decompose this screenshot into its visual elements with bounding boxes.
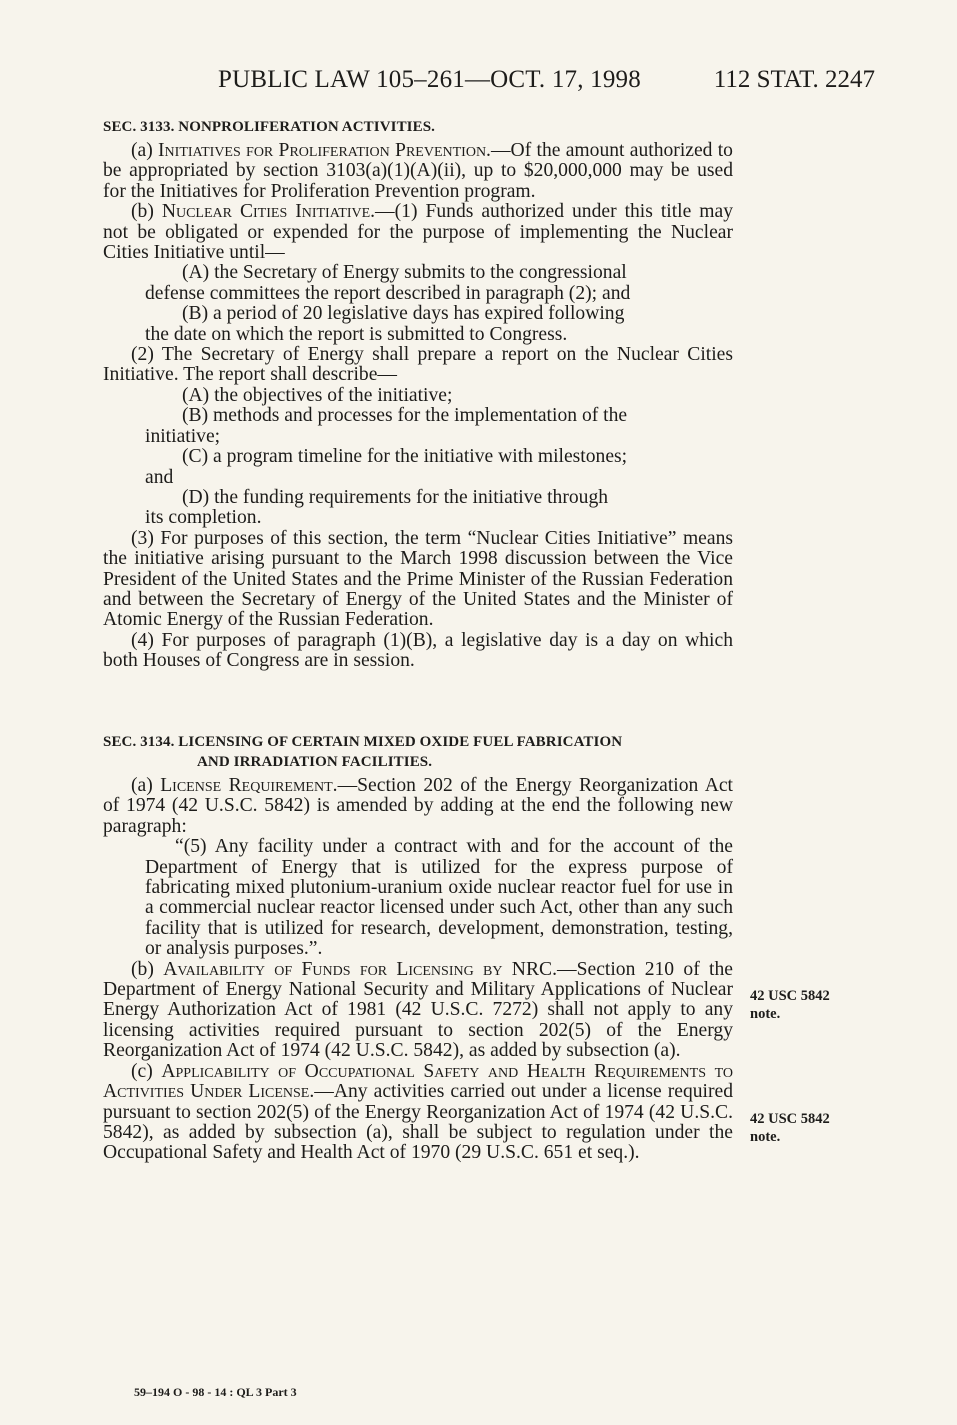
subsection-a: (a) License Requirement.—Section 202 of the Energy Reorganization Act of 1974 (42 U.S.C. 5842) is amended by adding at the end the following new paragraph: <box>103 775 733 837</box>
clause-2A: (A) the objectives of the initiative; <box>182 384 453 406</box>
subsection-b: (b) Availability of Funds for Licensing by NRC.—Section 210 of the Department of Energy National Security and Military Applications of Nuclear Energy Authorization Act of 1981 (42 U.S.C. 7272) shall not apply to any licensing activities required pursuant to section 202(5) of the Energy Reorganization Act of 1974 (42 U.S.C. 5842), as added by subsection (a). <box>103 958 733 1062</box>
clause-2C: (C) a program timeline for the initiative with milestones; and <box>145 446 628 488</box>
section-heading-line-1: SEC. 3134. LICENSING OF CERTAIN MIXED OXIDE FUEL FABRICATION <box>103 734 623 750</box>
subsection-caption: Applicability of Occupational Safety and Health Requirements to Activities Under License. <box>103 1060 733 1103</box>
section-heading: SEC. 3133. NONPROLIFERATION ACTIVITIES. <box>103 119 436 135</box>
paragraph-4: (4) For purposes of paragraph (1)(B), a legislative day is a day on which both Houses of Congress are in session. <box>103 629 733 672</box>
margin-note-b: 42 USC 5842 note. <box>750 988 830 1022</box>
section-3133 <box>103 117 733 672</box>
statute-page-number: 112 STAT. 2247 <box>713 66 875 93</box>
subsection-caption: License Requirement. <box>160 775 338 796</box>
section-heading <box>103 732 733 772</box>
print-job-footer: 59–194 O - 98 - 14 : QL 3 Part 3 <box>134 1385 297 1399</box>
clause-1B: (B) a period of 20 legislative days has expired following the date on which the report is submitted to Congress. <box>145 303 625 345</box>
page-header <box>0 66 957 98</box>
subsection-caption: Nuclear Cities Initiative. <box>161 201 376 223</box>
margin-note-c: 42 USC 5842 note. <box>750 1111 830 1145</box>
quoted-amendment: “(5) Any facility under a contract with and for the account of the Department of Energy that is utilized for the express purpose of fabricating mixed plutonium-uranium oxide nuclear reactor fuel for use in a commercial nuclear reactor licensed under such Act, other than any such facility that is utilized for research, development, demonstration, testing, or analysis purposes.”. <box>145 836 733 960</box>
clause-2D: (D) the funding requirements for the initiative through its completion. <box>145 486 609 529</box>
clause-2B: (B) methods and processes for the implementation of the initiative; <box>145 405 628 447</box>
subsection-b: (b) Nuclear Cities Initiative.—(1) Funds authorized under this title may not be obligated or expended for the purpose of implementing the Nuclear Cities Initiative until— <box>103 201 734 264</box>
subsection-a: (a) Initiatives for Proliferation Prevention.—Of the amount authorized to be appropriated by section 3103(a)(1)(A)(ii), up to $20,000,000 may be used for the Initiatives for Proliferation Prevention program. <box>103 140 733 202</box>
clause-1A: (A) the Secretary of Energy submits to the congressional defense committees the report described in paragraph (2); and <box>145 262 631 304</box>
subsection-caption: Initiatives for Proliferation Prevention. <box>158 140 491 161</box>
subsection-c: (c) Applicability of Occupational Safety and Health Requirements to Activities Under License.—Any activities carried out under a license required pursuant to section 202(5) of the Energy Reorganization Act of 1974 (42 U.S.C. 5842), as added by subsection (a), shall be subject to regulation under the Occupational Safety and Health Act of 1970 (29 U.S.C. 651 et seq.). <box>103 1060 734 1164</box>
paragraph-2: (2) The Secretary of Energy shall prepare a report on the Nuclear Cities Initiative. The report shall describe— <box>103 344 733 386</box>
running-head-title: PUBLIC LAW 105–261—OCT. 17, 1998 <box>218 66 641 93</box>
section-heading-line-2: AND IRRADIATION FACILITIES. <box>197 754 433 770</box>
subsection-caption: Availability of Funds for Licensing by NRC. <box>163 958 557 980</box>
paragraph-3: (3) For purposes of this section, the term “Nuclear Cities Initiative” means the initiative arising pursuant to the March 1998 discussion between the Vice President of the United States and the Prime Minister of the Russian Federation and between the Secretary of Energy of the United States and the Minister of Atomic Energy of the Russian Federation. <box>103 527 733 631</box>
section-3134 <box>103 732 733 1164</box>
